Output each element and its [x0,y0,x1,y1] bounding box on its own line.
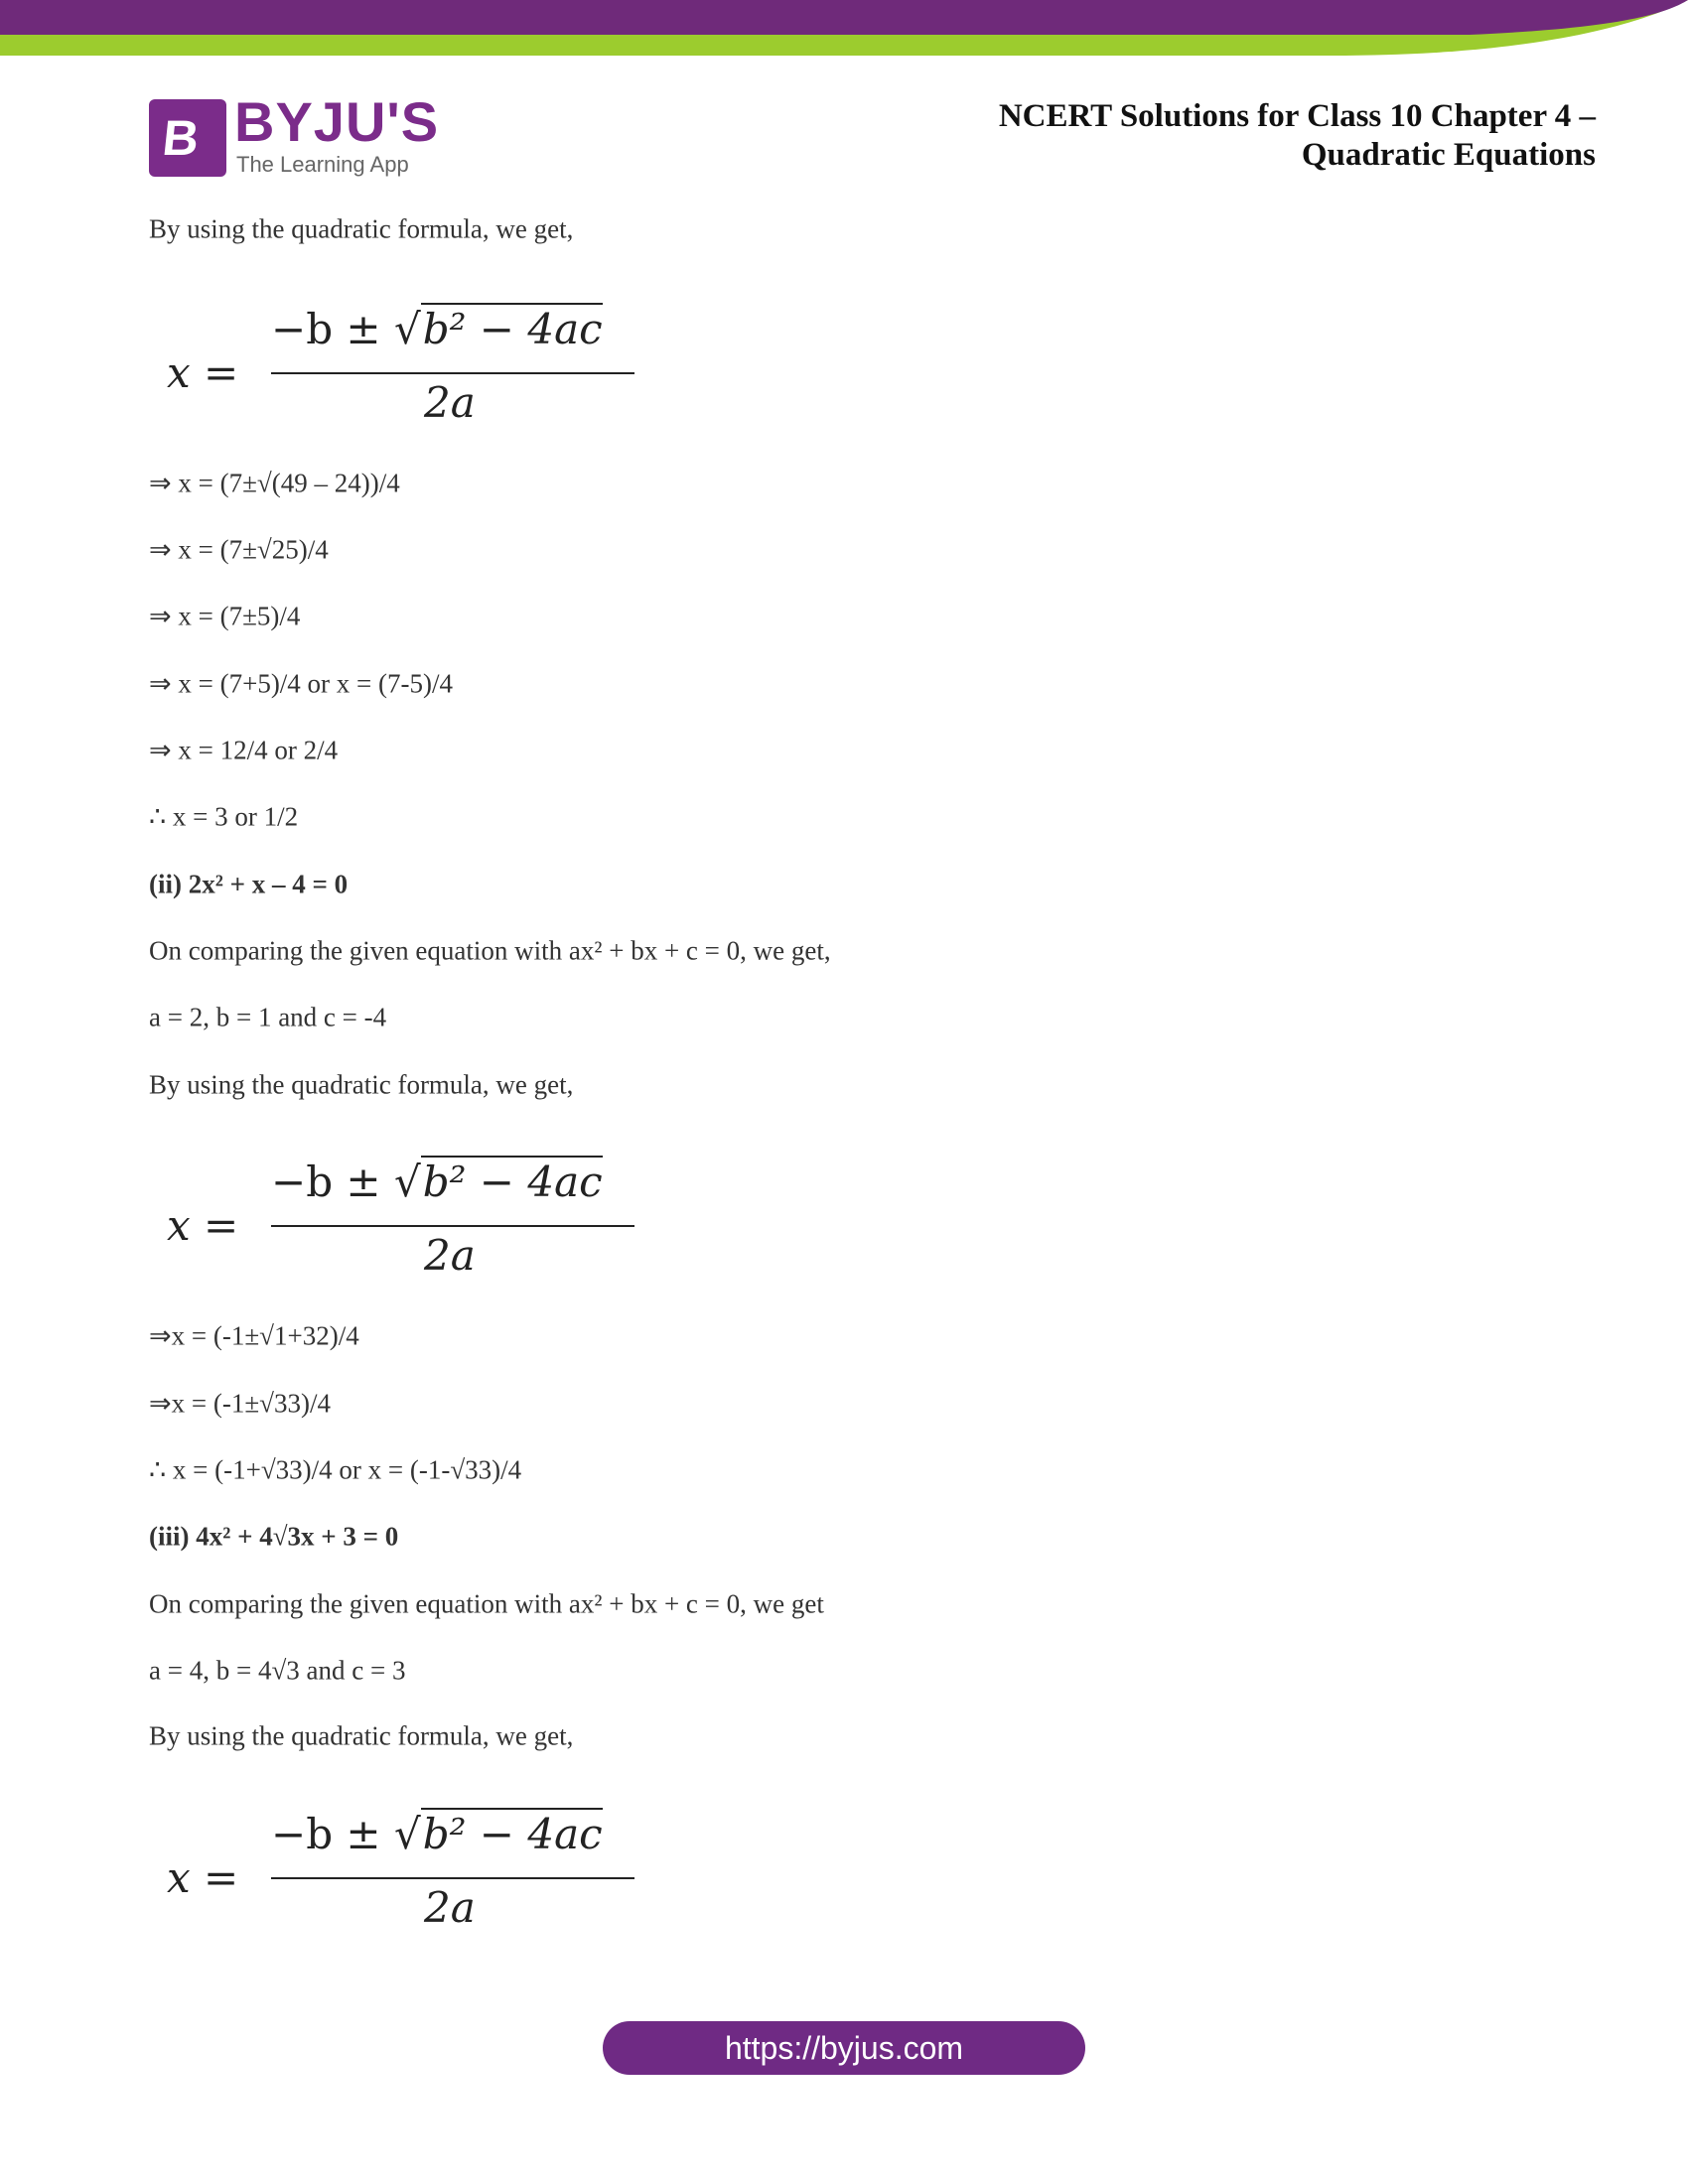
text-line: On comparing the given equation with ax² + bx + c = 0, we get [149,1588,824,1619]
website-link[interactable]: https://byjus.com [603,2021,1085,2075]
text-line: a = 2, b = 1 and c = -4 [149,1002,387,1032]
byjus-logo: B BYJU'S The Learning App [149,97,437,181]
quadratic-formula: x = −b ± √b² − 4ac 2a [164,305,640,434]
text-line: By using the quadratic formula, we get, [149,213,574,244]
step-line: ⇒ x = (7±√(49 – 24))/4 [149,468,400,498]
text-line: On comparing the given equation with ax² + bx + c = 0, we get, [149,935,831,966]
step-line: ⇒ x = 12/4 or 2/4 [149,735,339,765]
text-line: By using the quadratic formula, we get, [149,1720,574,1751]
step-line: ⇒ x = (7+5)/4 or x = (7-5)/4 [149,668,454,699]
step-line: ⇒ x = (7±5)/4 [149,601,301,631]
quadratic-formula: x = −b ± √b² − 4ac 2a [164,1158,640,1287]
step-line: ⇒x = (-1±√1+32)/4 [149,1320,359,1351]
header-band [0,0,1688,60]
text-line: a = 4, b = 4√3 and c = 3 [149,1655,406,1686]
quadratic-formula: x = −b ± √b² − 4ac 2a [164,1810,640,1939]
step-line: ∴ x = 3 or 1/2 [149,801,299,832]
question-heading: (iii) 4x² + 4√3x + 3 = 0 [149,1521,399,1552]
step-line: ⇒ x = (7±√25)/4 [149,534,329,565]
step-line: ⇒x = (-1±√33)/4 [149,1388,331,1419]
page-title: NCERT Solutions for Class 10 Chapter 4 – Quadratic Equations [998,98,1596,173]
step-line: ∴ x = (-1+√33)/4 or x = (-1-√33)/4 [149,1454,522,1485]
text-line: By using the quadratic formula, we get, [149,1069,574,1100]
question-heading: (ii) 2x² + x – 4 = 0 [149,869,349,899]
